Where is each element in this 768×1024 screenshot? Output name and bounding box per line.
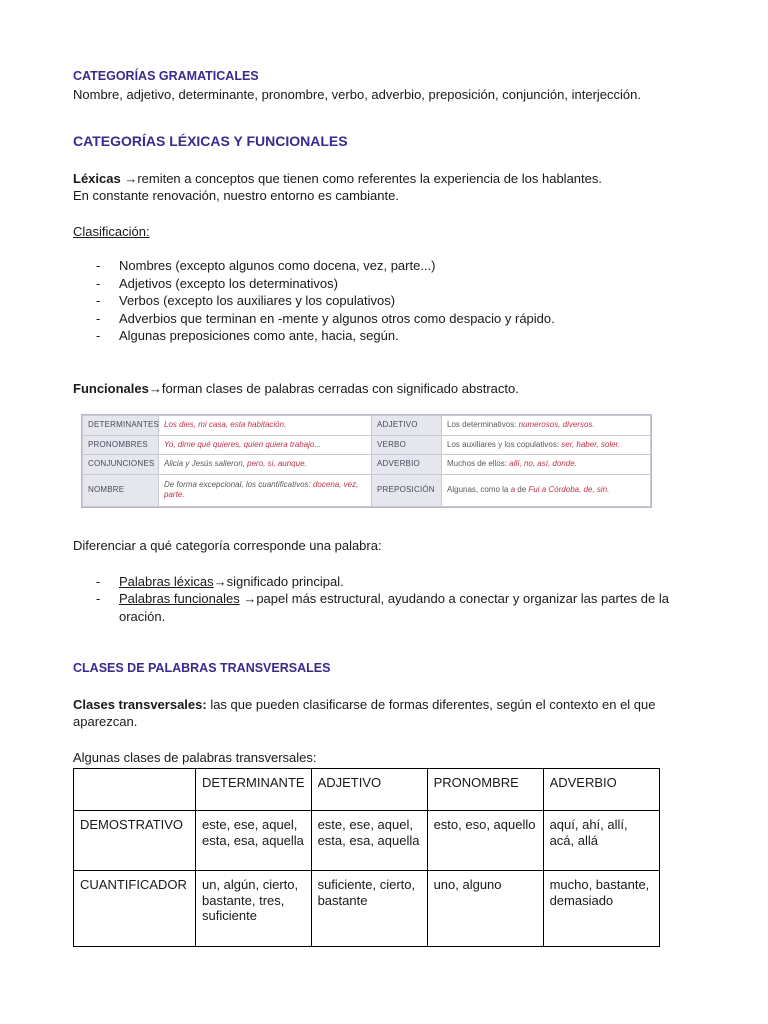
table-row-label: DEMOSTRATIVO — [74, 811, 196, 871]
diferenciar-item — [73, 590, 673, 625]
image-table-example — [159, 474, 372, 507]
example-word: docena, vez, parte. — [164, 480, 359, 500]
image-table-category: VERBO — [372, 435, 442, 455]
table-row-label: CUANTIFICADOR — [74, 871, 196, 947]
diferenciar-intro: Diferenciar a qué categoría corresponde una palabra: — [73, 538, 382, 553]
table-header-cell: ADVERBIO — [543, 769, 659, 811]
image-table-row — [83, 416, 651, 436]
clasificacion-label: Clasificación: — [73, 223, 150, 239]
example-text: Los determinativos: — [447, 420, 519, 430]
diferenciar-term: Palabras funcionales — [119, 591, 240, 606]
example-word: a — [510, 485, 516, 495]
image-table-example — [442, 435, 651, 455]
image-table-example — [442, 455, 651, 475]
example-text: De forma excepcional, los cuantificativos: — [164, 480, 313, 490]
lexicas-text-2: En constante renovación, nuestro entorno es cambiante. — [73, 188, 399, 203]
image-table-example — [442, 416, 651, 436]
example-text: de — [515, 485, 529, 495]
lexicas-text: →remiten a conceptos que tienen como referentes la experiencia de los hablantes. — [120, 170, 602, 186]
table-cell: aquí, ahí, allí, acá, allá — [543, 811, 659, 871]
categories-image-table — [81, 414, 652, 508]
example-text: Alicia y Jesús salieron, — [164, 459, 248, 469]
lexicas-label: Léxicas — [73, 170, 121, 186]
image-table-category: DETERMINANTES — [83, 416, 159, 436]
table-cell: esto, eso, aquello — [427, 811, 543, 871]
diferenciar-desc: →papel más estructural, ayudando a conectar y organizar las partes de la oración. — [119, 591, 669, 624]
example-word: pero, si, aunque. — [247, 459, 307, 469]
table-cell: mucho, bastante, demasiado — [543, 871, 659, 947]
funcionales-paragraph — [73, 380, 673, 398]
clasificacion-item: - Verbos (excepto los auxiliares y los copulativos) — [73, 292, 673, 310]
table-cell: suficiente, cierto, bastante — [311, 871, 427, 947]
image-table-example — [159, 455, 372, 475]
example-word: numerosos, diversos. — [518, 420, 595, 430]
table-cell: este, ese, aquel, esta, esa, aquella — [196, 811, 312, 871]
transversales-text: las que pueden clasificarse de formas diferentes, según el contexto en el que aparezcan. — [73, 696, 656, 729]
table-cell: uno, alguno — [427, 871, 543, 947]
table-header-cell — [74, 769, 196, 811]
image-table-example — [159, 435, 372, 455]
example-text: Muchos de ellos: — [447, 459, 510, 469]
image-table-category: CONJUNCIONES — [83, 455, 159, 475]
table-row — [74, 811, 660, 871]
heading-lexicas-funcionales: CATEGORÍAS LÉXICAS Y FUNCIONALES — [73, 133, 348, 149]
image-table-category: PREPOSICIÓN — [372, 474, 442, 507]
heading-transversales: CLASES DE PALABRAS TRANSVERSALES — [73, 661, 331, 675]
diferenciar-list — [73, 573, 673, 626]
clasificacion-item: - Algunas preposiciones como ante, hacia, según. — [73, 327, 673, 345]
clasificacion-list — [73, 257, 673, 345]
transversales-definition — [73, 696, 673, 731]
image-table-example — [159, 416, 372, 436]
example-text: Los auxiliares y los copulativos: — [447, 439, 562, 449]
transversales-table-intro: Algunas clases de palabras transversales: — [73, 749, 317, 765]
clasificacion-item: - Adjetivos (excepto los determinativos) — [73, 275, 673, 293]
table-header-cell: PRONOMBRE — [427, 769, 543, 811]
diferenciar-desc: →significado principal. — [213, 573, 344, 589]
funcionales-text: →forman clases de palabras cerradas con significado abstracto. — [148, 380, 519, 396]
example-word: Yo, dime qué quieres, quien quiera trabajo... — [164, 439, 321, 449]
transversales-label: Clases transversales: — [73, 696, 207, 712]
table-cell: un, algún, cierto, bastante, tres, suficiente — [196, 871, 312, 947]
image-table-category: ADJETIVO — [372, 416, 442, 436]
example-text: Algunas, como la — [447, 485, 511, 495]
lexicas-paragraph — [73, 170, 673, 188]
image-table-category: PRONOMBRES — [83, 435, 159, 455]
example-word: Fui a Córdoba, de, sin. — [528, 485, 610, 495]
image-table-example — [442, 474, 651, 507]
diferenciar-item — [73, 573, 673, 591]
table-cell: este, ese, aquel, esta, esa, aquella — [311, 811, 427, 871]
table-header-cell: DETERMINANTE — [196, 769, 312, 811]
table-header-cell: ADJETIVO — [311, 769, 427, 811]
image-table-row — [83, 474, 651, 507]
example-word: ser, haber, soler. — [561, 439, 621, 449]
table-header-row — [74, 769, 660, 811]
table-row — [74, 871, 660, 947]
transversales-table — [73, 768, 660, 947]
image-table-category: ADVERBIO — [372, 455, 442, 475]
clasificacion-item: - Nombres (excepto algunos como docena, vez, parte...) — [73, 257, 673, 275]
diferenciar-term: Palabras léxicas — [119, 573, 214, 589]
document-body-lower — [73, 537, 673, 766]
image-table-category: NOMBRE — [83, 474, 159, 507]
image-table-row — [83, 455, 651, 475]
example-word: Los dies, mi casa, esta habitación. — [164, 420, 287, 430]
heading-categorias-gramaticales: CATEGORÍAS GRAMATICALES — [73, 69, 259, 83]
document-body — [73, 68, 673, 397]
categorias-list-text: Nombre, adjetivo, determinante, pronombre, verbo, adverbio, preposición, conjunción, interjección. — [73, 86, 641, 102]
image-table-row — [83, 435, 651, 455]
funcionales-label: Funcionales — [73, 380, 149, 396]
clasificacion-item: - Adverbios que terminan en -mente y algunos otros como despacio y rápido. — [73, 310, 673, 328]
example-word: allí, no, así, donde. — [509, 459, 577, 469]
